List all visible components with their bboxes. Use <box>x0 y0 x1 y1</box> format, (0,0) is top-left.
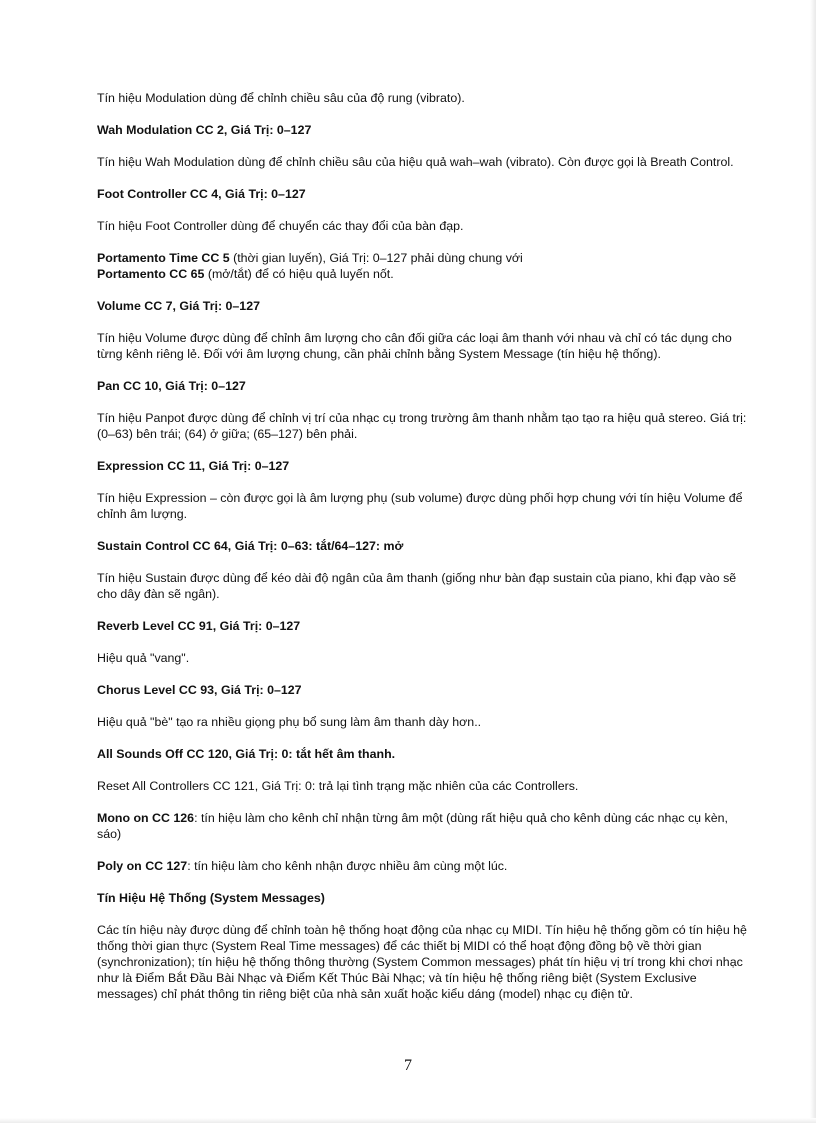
paragraph: Tín hiệu Panpot được dùng để chỉnh vị trí của nhạc cụ trong trường âm thanh nhằm tạo tạo ra hiệu quả stereo. Giá trị: (0–63) bên trái; (64) ở giữa; (65–127) bên phải. <box>97 411 747 441</box>
paragraph: Tín hiệu Wah Modulation dùng để chỉnh chiều sâu của hiệu quả wah–wah (vibrato). Còn được gọi là Breath Control. <box>97 155 734 169</box>
portamento-paragraph <box>97 250 752 282</box>
section-heading: Foot Controller CC 4, Giá Trị: 0–127 <box>97 187 306 201</box>
paragraph: Hiệu quả "vang". <box>97 651 190 665</box>
paragraph: Tín hiệu Expression – còn được gọi là âm lượng phụ (sub volume) được dùng phối hợp chung với tín hiệu Volume để chỉnh âm lượng. <box>97 491 743 521</box>
section-heading: Chorus Level CC 93, Giá Trị: 0–127 <box>97 683 302 697</box>
term-description: : tín hiệu làm cho kênh chỉ nhận từng âm một (dùng rất hiệu quả cho kênh dùng các nhạc cụ kèn, sáo) <box>97 811 728 841</box>
page-number: 7 <box>404 1057 412 1074</box>
paragraph: Hiệu quả "bè" tạo ra nhiều giọng phụ bổ sung làm âm thanh dày hơn.. <box>97 715 482 729</box>
paragraph <box>97 810 752 842</box>
page-edge-shadow <box>810 0 816 1123</box>
section-heading: All Sounds Off CC 120, Giá Trị: 0: tắt hết âm thanh. <box>97 747 396 761</box>
paragraph <box>97 858 752 874</box>
portamento-line <box>97 250 752 266</box>
portamento-line <box>97 266 752 282</box>
section-heading: Sustain Control CC 64, Giá Trị: 0–63: tắt/64–127: mở <box>97 539 404 553</box>
paragraph: Tín hiệu Volume được dùng để chỉnh âm lượng cho cân đối giữa các loại âm thanh với nhau và chỉ có tác dụng cho từng kênh riêng lẻ. Đối với âm lượng chung, cần phải chỉnh bằng System Message (tín hiệu hệ thống). <box>97 331 732 361</box>
paragraph: Tín hiệu Foot Controller dùng để chuyển các thay đổi của bàn đạp. <box>97 219 464 233</box>
section-heading: Wah Modulation CC 2, Giá Trị: 0–127 <box>97 123 312 137</box>
paragraph: Tín hiệu Modulation dùng để chỉnh chiều sâu của độ rung (vibrato). <box>97 91 465 105</box>
term-label: Portamento Time CC 5 <box>97 251 230 265</box>
term-description: (mở/tắt) để có hiệu quả luyến nốt. <box>204 267 394 281</box>
term-description: : tín hiệu làm cho kênh nhận được nhiều âm cùng một lúc. <box>187 859 508 873</box>
paragraph: Tín hiệu Sustain được dùng để kéo dài độ ngân của âm thanh (giống như bàn đạp sustain của piano, khi đạp vào sẽ cho dây đàn sẽ ngân). <box>97 571 737 601</box>
term-label: Poly on CC 127 <box>97 859 188 873</box>
section-heading: Tín Hiệu Hệ Thống (System Messages) <box>97 891 325 905</box>
page-bottom-shadow <box>0 1118 816 1123</box>
section-heading: Volume CC 7, Giá Trị: 0–127 <box>97 299 260 313</box>
document-body <box>97 90 752 1018</box>
term-label: Mono on CC 126 <box>97 811 195 825</box>
paragraph: Các tín hiệu này được dùng để chỉnh toàn hệ thống hoạt động của nhạc cụ MIDI. Tín hiệu hệ thống gồm có tín hiệu hệ thống thời gian thực (System Real Time messages) để các thiết bị MIDI có thể hoạt động đồng bộ về thời gian (synchronization); tín hiệu hệ thống thông thường (System Common messages) phát tín hiệu vị trí trong khi chơi nhạc như là Điểm Bắt Đầu Bài Nhạc và Điểm Kết Thúc Bài Nhạc; và tín hiệu hệ thống riêng biệt (System Exclusive messages) chỉ phát thông tin riêng biệt của nhà sản xuất hoặc kiểu dáng (model) nhạc cụ điện tử. <box>97 923 747 1001</box>
paragraph: Reset All Controllers CC 121, Giá Trị: 0: trả lại tình trạng mặc nhiên của các Controllers. <box>97 779 579 793</box>
section-heading: Expression CC 11, Giá Trị: 0–127 <box>97 459 290 473</box>
term-description: (thời gian luyến), Giá Trị: 0–127 phải dùng chung với <box>229 251 523 265</box>
section-heading: Pan CC 10, Giá Trị: 0–127 <box>97 379 246 393</box>
term-label: Portamento CC 65 <box>97 267 205 281</box>
section-heading: Reverb Level CC 91, Giá Trị: 0–127 <box>97 619 301 633</box>
